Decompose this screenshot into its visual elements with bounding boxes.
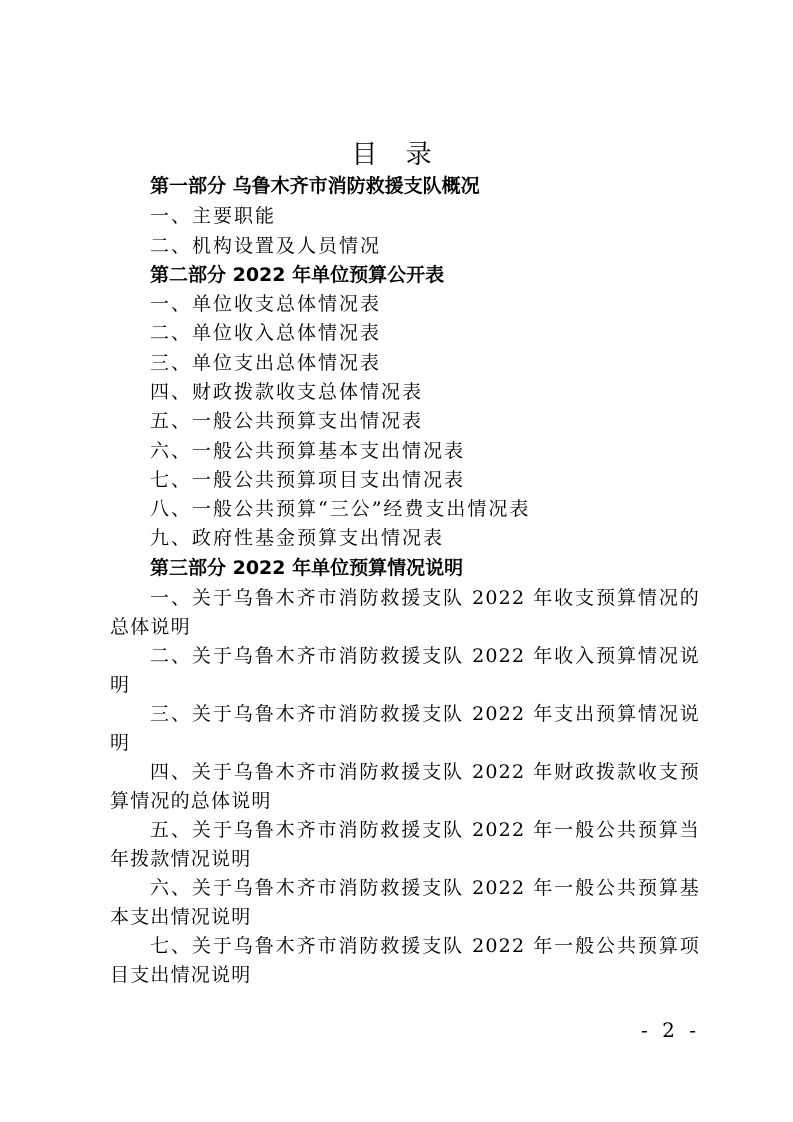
part3-entry-text: 六、关于乌鲁木齐市消防救援支队 2022 年一般公共预算基本支出情况说明: [110, 877, 700, 928]
part3-entry: [110, 700, 700, 758]
part3-heading: 第三部分 2022 年单位预算情况说明: [150, 557, 464, 579]
part3-entry: [110, 758, 700, 816]
part2-item: 六、一般公共预算基本支出情况表: [150, 440, 466, 462]
part3-entry-text: 四、关于乌鲁木齐市消防救援支队 2022 年财政拨款收支预算情况的总体说明: [110, 761, 700, 812]
part1-item: 一、主要职能: [150, 205, 277, 227]
part2-item: 七、一般公共预算项目支出情况表: [150, 469, 466, 491]
part3-entry: [110, 642, 700, 700]
part3-entry: [110, 932, 700, 990]
part2-item: 一、单位收支总体情况表: [150, 293, 382, 315]
toc-title: 目 录: [351, 140, 442, 170]
part2-item: 三、单位支出总体情况表: [150, 352, 382, 374]
part2-heading: 第二部分 2022 年单位预算公开表: [150, 264, 445, 286]
part2-item: 四、财政拨款收支总体情况表: [150, 381, 424, 403]
part1-item: 二、机构设置及人员情况: [150, 235, 382, 257]
part2-item: 八、一般公共预算“三公”经费支出情况表: [150, 498, 531, 520]
part1-heading: 第一部分 乌鲁木齐市消防救援支队概况: [150, 175, 480, 197]
part3-entry-text: 五、关于乌鲁木齐市消防救援支队 2022 年一般公共预算当年拨款情况说明: [110, 819, 700, 870]
part3-entry: [110, 584, 700, 642]
part3-entry-text: 七、关于乌鲁木齐市消防救援支队 2022 年一般公共预算项目支出情况说明: [110, 935, 700, 986]
part3-entry-text: 二、关于乌鲁木齐市消防救援支队 2022 年收入预算情况说明: [110, 645, 700, 696]
part2-item: 五、一般公共预算支出情况表: [150, 410, 424, 432]
part2-item: 九、政府性基金预算支出情况表: [150, 527, 445, 549]
part3-entry-text: 三、关于乌鲁木齐市消防救援支队 2022 年支出预算情况说明: [110, 703, 700, 754]
part3-entry: [110, 874, 700, 932]
part3-entry: [110, 816, 700, 874]
part3-entry-text: 一、关于乌鲁木齐市消防救援支队 2022 年收支预算情况的总体说明: [110, 587, 700, 638]
page-number: - 2 -: [641, 1018, 700, 1042]
part2-item: 二、单位收入总体情况表: [150, 322, 382, 344]
